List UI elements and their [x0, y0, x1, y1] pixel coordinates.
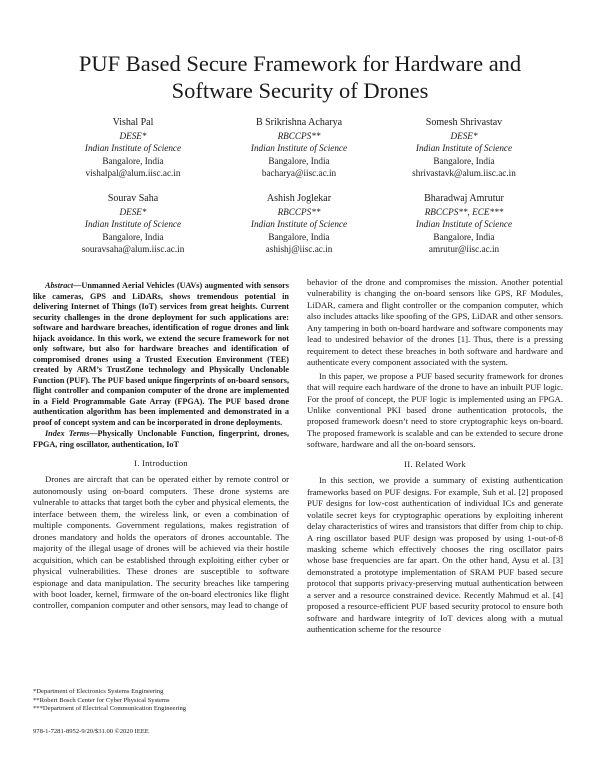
author-affiliation: DESE* — [450, 130, 478, 141]
author-block — [214, 117, 384, 180]
author-location: Bangalore, India — [268, 155, 330, 166]
author-name: Bharadwaj Amrutur — [424, 193, 504, 204]
author-institute: Indian Institute of Science — [84, 143, 182, 154]
author-email: souravsaha@alum.iisc.ac.in — [81, 244, 185, 255]
title-line-2: Software Security of Drones — [171, 78, 429, 103]
body-paragraph: behavior of the drone and compromises the mission. Another potential vulnerability is changing the on-board sensors like GPS, RF Modules, LiDAR, camera and flight controller or the companion computer, which also includes attacks like spoofing of the GPS, LiDAR and other sensors. Any tampering in both on-board hardware and software components may lead to undesired behavior of the drones [1]. Thus, there is a pressing requirement to detect these breaches in both software and hardware and authenticate every component associated with the system. — [307, 277, 563, 368]
author-name: B Srikrishna Acharya — [255, 117, 343, 128]
index-terms — [33, 429, 289, 450]
footnote: **Robert Bosch Center for Cyber Physical Systems — [33, 696, 170, 704]
related-work-paragraph: In this section, we provide a summary of existing authentication frameworks based on PUF designs. For example, Suh et al. [2] proposed PUF designs for low-cost authentication of individual ICs and generate volatile secret keys for cryptographic operations by exploiting inherent delay characteristics of wires and transistors that differ from chip to chip. A ring oscillator based PUF design was proposed by using 1-out-of-8 masking scheme which effectively chooses the ring oscillator pairs whose base frequencies are far apart. On the other hand, Aysu et al. [3] demonstrated a prototype implementation of SRAM PUF based secure protocol that supports privacy-preserving mutual authentication between a server and a resource constrained device. Recently Mahmud et al. [4] proposed a resource-efficient PUF based security protocol to ensure both software and hardware integrity of IoT devices along with a mutual authentication scheme for the resource — [307, 475, 563, 635]
author-location: Bangalore, India — [268, 231, 330, 242]
author-location: Bangalore, India — [102, 231, 164, 242]
author-affiliation: RBCCPS** — [277, 130, 321, 141]
author-affiliation: RBCCPS** — [277, 206, 321, 217]
author-name: Somesh Shrivastav — [425, 117, 503, 128]
author-affiliation: DESE* — [119, 206, 147, 217]
author-block — [214, 193, 384, 256]
author-email: shrivastavk@alum.iisc.ac.in — [412, 168, 516, 179]
index-terms-label: Index Terms — [45, 429, 90, 438]
author-email: vishalpal@alum.iisc.ac.in — [85, 168, 181, 179]
author-name: Sourav Saha — [107, 193, 159, 204]
author-block — [48, 117, 218, 180]
right-column — [307, 277, 563, 636]
author-email: bacharya@iisc.ac.in — [261, 168, 337, 179]
author-location: Bangalore, India — [102, 155, 164, 166]
author-affiliation: RBCCPS**, ECE*** — [424, 206, 504, 217]
author-institute: Indian Institute of Science — [415, 143, 513, 154]
left-column — [33, 281, 289, 612]
author-location: Bangalore, India — [433, 231, 495, 242]
introduction-paragraph: Drones are aircraft that can be operated either by remote control or autonomously using on-board computers. These drone systems are vulnerable to attacks that target both the cyber and physical elements, the interface between them, the wireless link, or even a combination of multiple components. Government regulations, makes registration of drones mandatory and holds the operators of drones accountable. The majority of the illegal usage of drones will be achieved via their hostile acquisition, which can be established through exploiting either cyber or physical vulnerabilities. These drones are susceptible to software espionage and data manipulation. The security breaches like tampering with boot loader, kernel, firmware of the on-board electronics like flight controller, companion computer and other sensors, may lead to change of — [33, 474, 289, 611]
author-institute: Indian Institute of Science — [415, 219, 513, 230]
author-name: Vishal Pal — [112, 117, 154, 128]
author-name: Ashish Joglekar — [266, 193, 332, 204]
author-block — [48, 193, 218, 256]
section-heading-related-work: II. Related Work — [404, 458, 466, 469]
section-heading-introduction: I. Introduction — [134, 458, 188, 468]
author-email: ashishj@iisc.ac.in — [265, 244, 333, 255]
footnotes — [33, 688, 186, 714]
author-institute: Indian Institute of Science — [250, 219, 348, 230]
title-line-1: PUF Based Secure Framework for Hardware and — [78, 51, 522, 76]
copyright-notice: 978-1-7281-8952-9/20/$31.00 ©2020 IEEE — [33, 728, 149, 735]
author-institute: Indian Institute of Science — [84, 219, 182, 230]
author-institute: Indian Institute of Science — [250, 143, 348, 154]
author-affiliation: DESE* — [119, 130, 147, 141]
footnote: *Department of Electronics Systems Engineering — [33, 688, 164, 695]
abstract-label: Abstract — [45, 281, 74, 290]
author-email: amrutur@iisc.ac.in — [428, 244, 500, 255]
body-paragraph: In this paper, we propose a PUF based security framework for drones that will require each hardware of the drone to have an inbuilt PUF logic. For the proof of concept, the PUF logic is implemented using an FPGA. Unlike conventional PKI based drone authentication protocols, the proposed framework doesn’t need to store cryptographic keys on-board. The proposed framework is scalable and can be extended to secure drone software, hardware and all the on-board sensors. — [307, 370, 563, 450]
footnote: ***Department of Electrical Communication Engineering — [33, 705, 187, 713]
author-block — [379, 117, 549, 180]
index-terms-text: —Physically Unclonable Function, fingerprint, drones, FPGA, ring oscillator, authentication, IoT — [33, 429, 289, 449]
author-block — [379, 193, 549, 256]
abstract-text: —Unmanned Aerial Vehicles (UAVs) augmented with sensors like cameras, GPS and LiDARs, shows tremendous potential in delivering Internet of Things (IoT) services from great heights. Current security challenges in the drone deployment for such applications are: software and hardware breaches, identification of rogue drones and link hijack avoidance. In this work, we extend the secure framework for not only software, but also for hardware breaches and identification of compromised drones using a Trusted Execution Environment (TEE) created by ARM’s TrustZone technology and Physically Unclonable Function (PUF). The PUF based unique fingerprints of on-board sensors, flight controller and companion computer of the drone are implemented in a Field Programmable Gate Array (FPGA). The PUF based drone authentication algorithm has been implemented and demonstrated in a proof of concept system and can be incorporated in drone deployments. — [33, 281, 289, 427]
abstract — [33, 281, 289, 428]
paper-title — [40, 50, 560, 104]
author-location: Bangalore, India — [433, 155, 495, 166]
